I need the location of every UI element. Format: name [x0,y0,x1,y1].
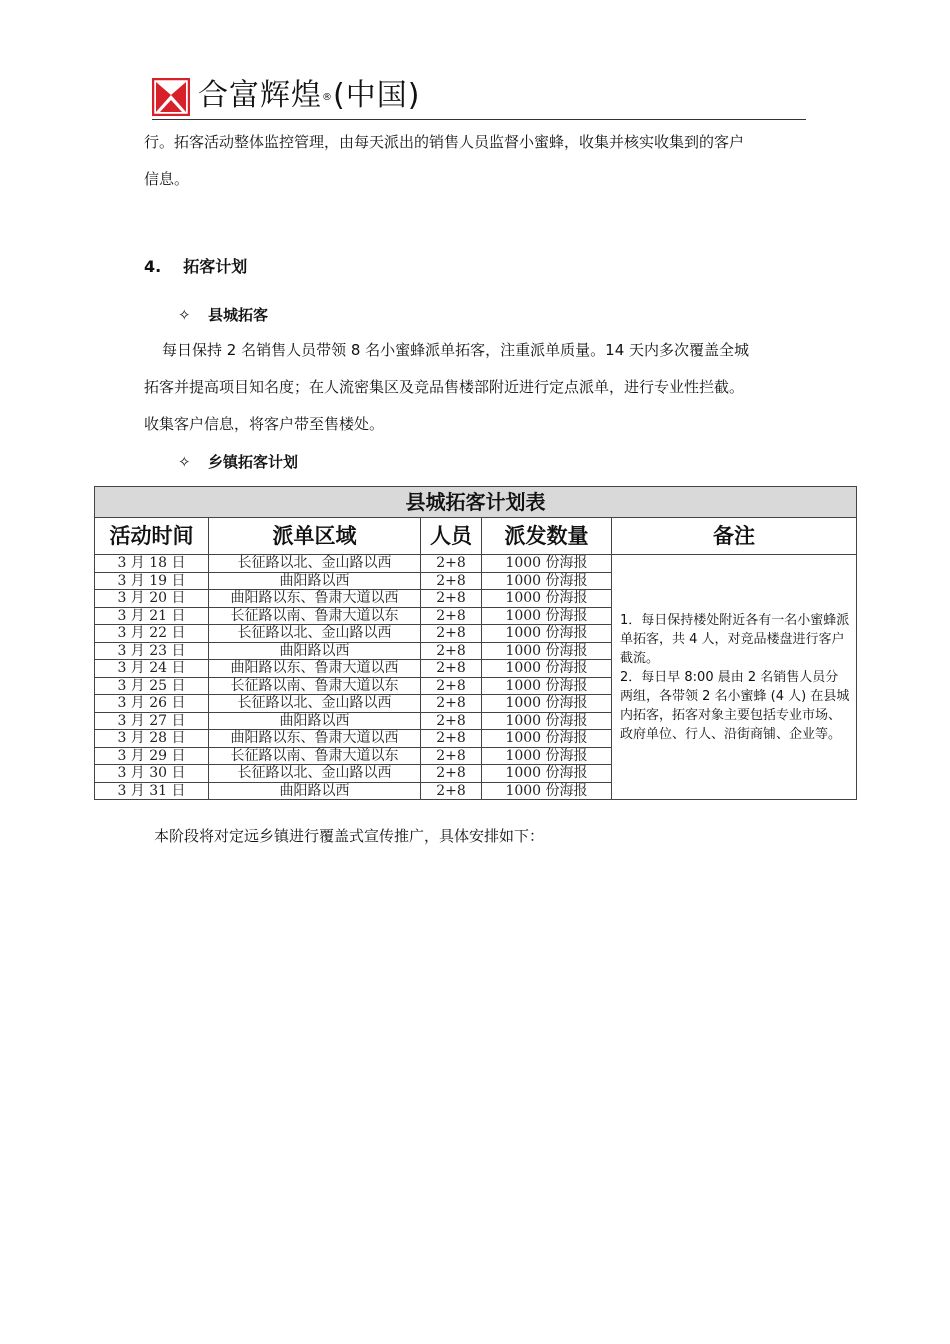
section-number: 4. [144,257,162,276]
col-header-notes: 备注 [612,518,857,555]
cell-staff: 2+8 [421,765,482,783]
cell-quantity: 1000 份海报 [482,765,612,783]
cell-staff: 2+8 [421,607,482,625]
county-plan-table [94,486,857,800]
brand-text: 合富辉煌 [198,78,322,113]
cell-quantity: 1000 份海报 [482,572,612,590]
cell-area: 曲阳路以东、鲁肃大道以西 [209,660,421,678]
cell-date: 3 月 24 日 [95,660,209,678]
cell-area: 长征路以北、金山路以西 [209,555,421,573]
cell-date: 3 月 20 日 [95,590,209,608]
cell-date: 3 月 18 日 [95,555,209,573]
intro-line-1: 行。拓客活动整体监控管理，由每天派出的销售人员监督小蜜蜂，收集并核实收集到的客户 [144,133,745,151]
county-bullet [178,304,268,325]
cell-staff: 2+8 [421,660,482,678]
cell-quantity: 1000 份海报 [482,660,612,678]
cell-staff: 2+8 [421,782,482,800]
brand-name [198,76,420,116]
note-2: 2．每日早 8:00 晨由 2 名销售人员分两组，各带领 2 名小蜜蜂 (4 人) 在县城内拓客，拓客对象主要包括专业市场、政府单位、行人、沿街商铺、企业等。 [620,669,850,742]
cell-date: 3 月 19 日 [95,572,209,590]
cell-staff: 2+8 [421,642,482,660]
cell-area: 长征路以南、鲁肃大道以东 [209,677,421,695]
cell-staff: 2+8 [421,555,482,573]
brand-region: (中国) [333,78,421,113]
cell-quantity: 1000 份海报 [482,555,612,573]
cell-area: 曲阳路以西 [209,642,421,660]
cell-date: 3 月 25 日 [95,677,209,695]
section-title: 拓客计划 [183,257,248,276]
cell-staff: 2+8 [421,712,482,730]
registered-mark: ® [322,92,333,103]
cell-area: 曲阳路以西 [209,782,421,800]
cell-quantity: 1000 份海报 [482,730,612,748]
county-title: 县城拓客 [208,306,269,324]
cell-quantity: 1000 份海报 [482,677,612,695]
cell-area: 长征路以南、鲁肃大道以东 [209,747,421,765]
cell-area: 长征路以北、金山路以西 [209,625,421,643]
county-line-2: 拓客并提高项目知名度；在人流密集区及竞品售楼部附近进行定点派单，进行专业性拦截。 [144,378,745,396]
cell-quantity: 1000 份海报 [482,625,612,643]
cell-date: 3 月 27 日 [95,712,209,730]
cell-staff: 2+8 [421,695,482,713]
cell-date: 3 月 26 日 [95,695,209,713]
cell-quantity: 1000 份海报 [482,607,612,625]
cell-date: 3 月 29 日 [95,747,209,765]
county-line-3: 收集客户信息，将客户带至售楼处。 [144,415,385,433]
cell-area: 曲阳路以东、鲁肃大道以西 [209,590,421,608]
col-header-area: 派单区域 [209,518,421,555]
section-heading [144,254,247,277]
cell-date: 3 月 22 日 [95,625,209,643]
cell-staff: 2+8 [421,677,482,695]
cell-date: 3 月 23 日 [95,642,209,660]
cell-area: 曲阳路以西 [209,712,421,730]
cell-staff: 2+8 [421,572,482,590]
cell-area: 曲阳路以东、鲁肃大道以西 [209,730,421,748]
township-title: 乡镇拓客计划 [208,453,299,471]
table-row [95,555,857,573]
diamond-bullet-icon: ✧ [178,453,191,471]
cell-area: 曲阳路以西 [209,572,421,590]
diamond-bullet-icon: ✧ [178,306,191,324]
page-header [152,76,806,118]
col-header-staff: 人员 [421,518,482,555]
notes-cell [612,555,857,800]
county-line-1: 每日保持 2 名销售人员带领 8 名小蜜蜂派单拓客，注重派单质量。14 天内多次覆盖全城 [162,341,750,359]
township-bullet [178,451,298,472]
header-divider [152,119,806,120]
cell-area: 长征路以南、鲁肃大道以东 [209,607,421,625]
cell-date: 3 月 21 日 [95,607,209,625]
cell-quantity: 1000 份海报 [482,712,612,730]
cell-date: 3 月 31 日 [95,782,209,800]
table-title: 县城拓客计划表 [95,487,857,518]
cell-date: 3 月 28 日 [95,730,209,748]
cell-staff: 2+8 [421,730,482,748]
intro-line-2: 信息。 [144,170,190,188]
cell-staff: 2+8 [421,590,482,608]
closing-line-1: 本阶段将对定远乡镇进行覆盖式宣传推广，具体安排如下： [154,827,545,845]
cell-quantity: 1000 份海报 [482,695,612,713]
note-1: 1．每日保持楼处附近各有一名小蜜蜂派单拓客，共 4 人，对竞品楼盘进行客户截流。 [620,612,850,666]
cell-staff: 2+8 [421,625,482,643]
col-header-time: 活动时间 [95,518,209,555]
cell-quantity: 1000 份海报 [482,782,612,800]
col-header-quantity: 派发数量 [482,518,612,555]
cell-area: 长征路以北、金山路以西 [209,695,421,713]
cell-staff: 2+8 [421,747,482,765]
company-logo-icon [152,78,190,116]
cell-quantity: 1000 份海报 [482,747,612,765]
cell-quantity: 1000 份海报 [482,642,612,660]
cell-quantity: 1000 份海报 [482,590,612,608]
cell-date: 3 月 30 日 [95,765,209,783]
cell-area: 长征路以北、金山路以西 [209,765,421,783]
